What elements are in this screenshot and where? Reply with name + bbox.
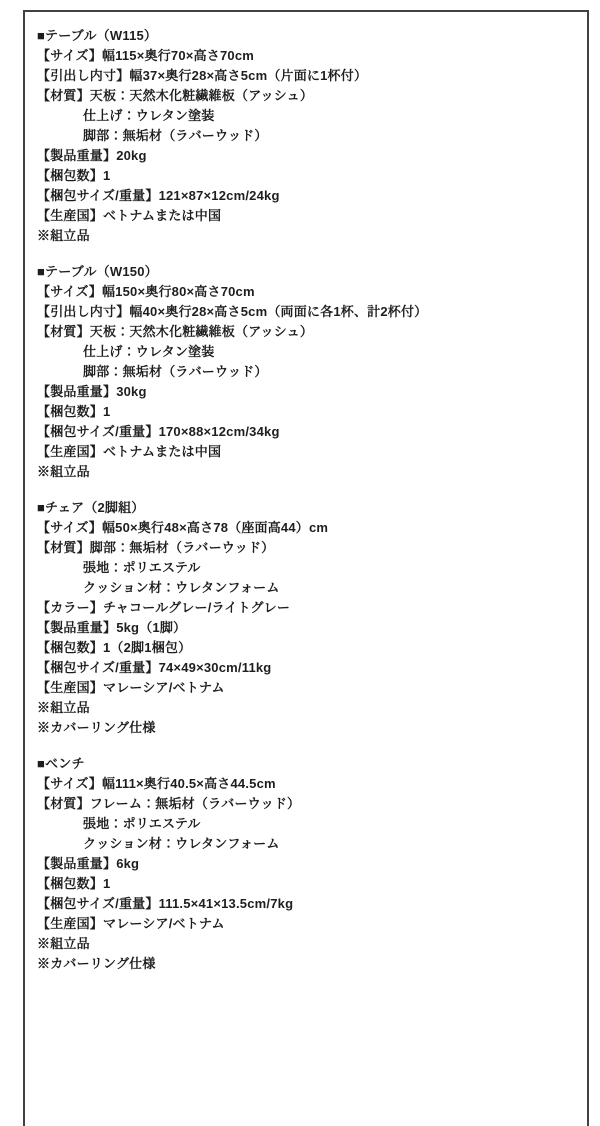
section-title: ■テーブル（W115）	[37, 28, 158, 43]
spec-line-legs: 脚部：無垢材（ラバーウッド）	[83, 128, 268, 143]
spec-line-cushion: クッション材：ウレタンフォーム	[83, 580, 280, 595]
spec-section-table-w115	[37, 26, 587, 246]
spec-line-finish: 仕上げ：ウレタン塗装	[83, 108, 215, 123]
spec-note-assembly: ※組立品	[37, 228, 90, 243]
spec-line-country: 【生産国】マレーシア/ベトナム	[37, 916, 225, 931]
spec-line-package-count: 【梱包数】1	[37, 404, 111, 419]
spec-line-package-count: 【梱包数】1	[37, 876, 111, 891]
spec-line-country: 【生産国】ベトナムまたは中国	[37, 208, 222, 223]
spec-line-package-size: 【梱包サイズ/重量】121×87×12cm/24kg	[37, 188, 280, 203]
spec-line-upholstery: 張地：ポリエステル	[83, 816, 201, 831]
spec-line-drawer: 【引出し内寸】幅37×奥行28×高さ5cm（片面に1杯付）	[37, 68, 368, 83]
spec-line-weight: 【製品重量】20kg	[37, 148, 147, 163]
spec-line-material: 【材質】フレーム：無垢材（ラバーウッド）	[37, 796, 301, 811]
spec-line-upholstery: 張地：ポリエステル	[83, 560, 201, 575]
spec-line-weight: 【製品重量】6kg	[37, 856, 140, 871]
spec-line-material: 【材質】天板：天然木化粧繊維板（アッシュ）	[37, 88, 314, 103]
spec-note-covering: ※カバーリング仕様	[37, 956, 156, 971]
section-title: ■ベンチ	[37, 756, 85, 771]
spec-section-chair	[37, 498, 587, 738]
spec-section-bench	[37, 754, 587, 974]
spec-line-package-count: 【梱包数】1	[37, 168, 111, 183]
section-title: ■テーブル（W150）	[37, 264, 158, 279]
spec-section-table-w150	[37, 262, 587, 482]
section-title: ■チェア（2脚組）	[37, 500, 145, 515]
spec-note-covering: ※カバーリング仕様	[37, 720, 156, 735]
spec-line-country: 【生産国】ベトナムまたは中国	[37, 444, 222, 459]
spec-line-size: 【サイズ】幅50×奥行48×高さ78（座面高44）cm	[37, 520, 329, 535]
spec-line-package-size: 【梱包サイズ/重量】170×88×12cm/34kg	[37, 424, 280, 439]
spec-line-size: 【サイズ】幅150×奥行80×高さ70cm	[37, 284, 255, 299]
spec-note-assembly: ※組立品	[37, 936, 90, 951]
spec-line-weight: 【製品重量】30kg	[37, 384, 147, 399]
spec-line-cushion: クッション材：ウレタンフォーム	[83, 836, 280, 851]
spec-line-material: 【材質】脚部：無垢材（ラバーウッド）	[37, 540, 275, 555]
spec-line-material: 【材質】天板：天然木化粧繊維板（アッシュ）	[37, 324, 314, 339]
spec-note-assembly: ※組立品	[37, 700, 90, 715]
product-spec-panel	[23, 10, 589, 1126]
spec-line-package-size: 【梱包サイズ/重量】111.5×41×13.5cm/7kg	[37, 896, 294, 911]
spec-line-weight: 【製品重量】5kg（1脚）	[37, 620, 187, 635]
spec-line-finish: 仕上げ：ウレタン塗装	[83, 344, 215, 359]
spec-line-size: 【サイズ】幅115×奥行70×高さ70cm	[37, 48, 255, 63]
spec-line-package-size: 【梱包サイズ/重量】74×49×30cm/11kg	[37, 660, 272, 675]
spec-line-package-count: 【梱包数】1（2脚1梱包）	[37, 640, 192, 655]
spec-line-drawer: 【引出し内寸】幅40×奥行28×高さ5cm（両面に各1杯、計2杯付）	[37, 304, 428, 319]
spec-line-size: 【サイズ】幅111×奥行40.5×高さ44.5cm	[37, 776, 276, 791]
spec-note-assembly: ※組立品	[37, 464, 90, 479]
spec-line-color: 【カラー】チャコールグレー/ライトグレー	[37, 600, 291, 615]
spec-line-legs: 脚部：無垢材（ラバーウッド）	[83, 364, 268, 379]
spec-line-country: 【生産国】マレーシア/ベトナム	[37, 680, 225, 695]
